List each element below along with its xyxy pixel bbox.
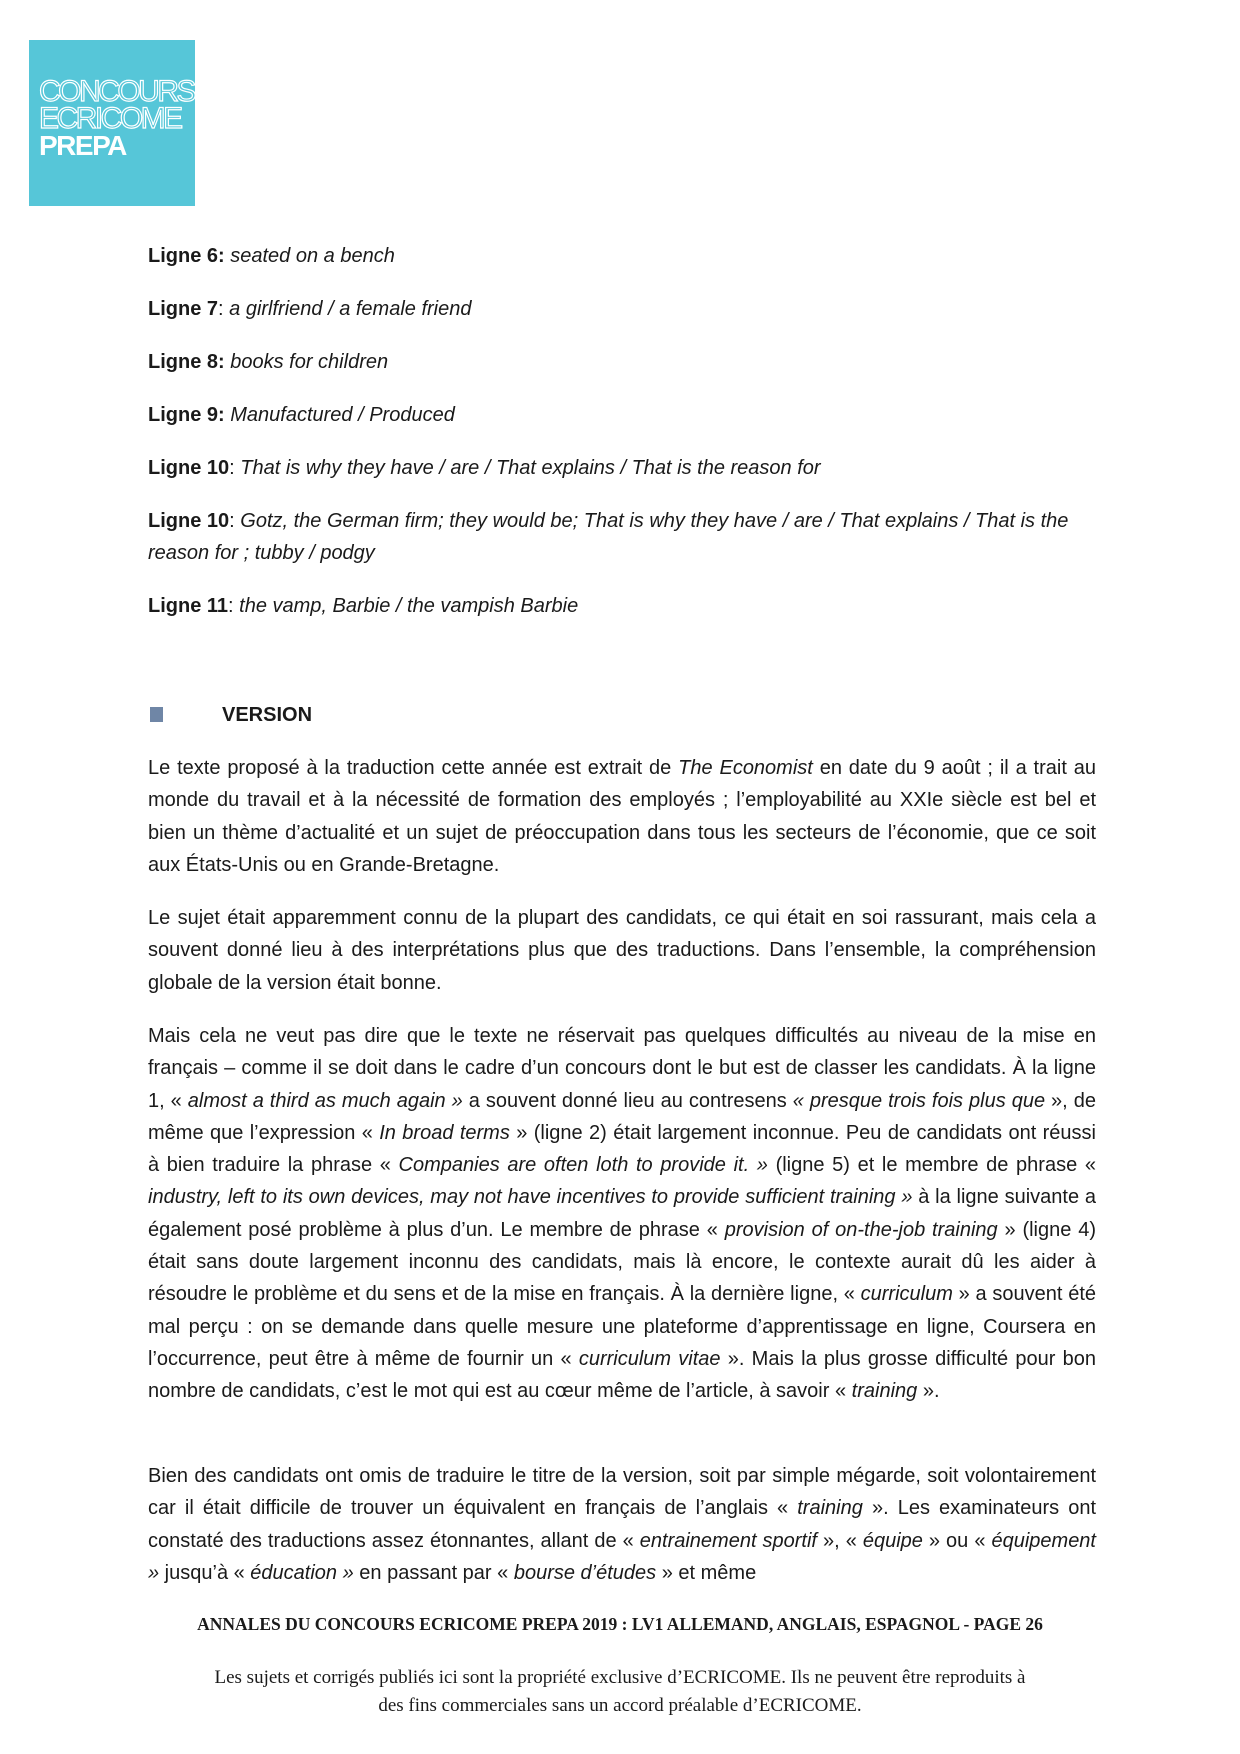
quote: équipement »: [148, 1529, 1096, 1584]
ligne-text: the vamp, Barbie / the vampish Barbie: [239, 595, 579, 617]
quote: entrainement sportif: [639, 1529, 817, 1552]
quote: éducation »: [250, 1561, 354, 1584]
ligne-7: [148, 293, 1096, 325]
ligne-text: Manufactured / Produced: [230, 404, 455, 426]
text-run: » ou «: [922, 1529, 992, 1552]
text-run: » et même: [656, 1561, 757, 1584]
source-title: The Economist: [678, 757, 813, 779]
footer-copyright-note: [0, 1664, 1240, 1720]
text-run: ». Mais la plus grosse difficulté pour bon nombre de candidats, c’est le mot qui est au cœur même de l’article, à savoir «: [148, 1347, 1096, 1403]
text-run: en date du 9 août ; il a trait au monde du travail et à la nécessité de formation des employés ; l’employabilité au XXIe siècle est bel et bien un thème d’actualité et un sujet de préoccupation dans tous les secteurs de l’économie, que ce soit aux États-Unis ou en Grande-Bretagne.: [148, 757, 1096, 876]
ligne-10-a: [148, 452, 1096, 484]
text-run: jusqu’à «: [159, 1561, 251, 1584]
section-title: VERSION: [222, 704, 313, 726]
ligne-separator: :: [218, 298, 230, 320]
ligne-label: Ligne 7: [148, 298, 219, 320]
quote: provision of on-the-job training: [724, 1218, 998, 1241]
quote: curriculum: [860, 1283, 953, 1306]
text-run: » (ligne 2) était largement inconnue. Peu de candidats ont réussi à bien traduire la phrase «: [148, 1121, 1096, 1177]
ligne-text: a girlfriend / a female friend: [229, 298, 472, 320]
ligne-separator: :: [228, 595, 240, 617]
footer-page-title: ANNALES DU CONCOURS ECRICOME PREPA 2019 : LV1 ALLEMAND, ANGLAIS, ESPAGNOL - PAGE 26: [197, 1614, 1043, 1634]
quote: « presque trois fois plus que: [792, 1089, 1046, 1112]
text-run: », «: [816, 1529, 863, 1552]
text-run: Mais cela ne veut pas dire que le texte ne réservait pas quelques difficultés au niveau de la mise en français – comme il se doit dans le cadre d’un concours dont le but est de classer les candidats. À la ligne 1, «: [148, 1025, 1096, 1112]
footer-note-line: des fins commerciales sans un accord préalable d’ECRICOME.: [378, 1695, 862, 1716]
ligne-label: Ligne 10: [148, 457, 230, 479]
ligne-separator: :: [229, 510, 241, 532]
ligne-label: Ligne 6:: [148, 245, 225, 267]
logo-line-concours: CONCOURS: [39, 75, 195, 108]
quote: training: [797, 1497, 863, 1520]
ligne-6: [148, 240, 1096, 272]
concours-ecricome-prepa-logo: [29, 40, 195, 206]
ligne-8: [148, 346, 1096, 378]
text-run: » (ligne 4) était sans doute largement inconnu des candidats, mais là encore, le contexte aurait dû les aider à résoudre le problème et du sens et de la mise en français. À la dernière ligne, «: [148, 1218, 1096, 1306]
ligne-9: [148, 399, 1096, 431]
ligne-11: [148, 590, 1096, 622]
ligne-text: seated on a bench: [230, 245, 395, 267]
ligne-label: Ligne 11: [148, 595, 229, 617]
quote: curriculum vitae: [578, 1347, 721, 1370]
text-run: Bien des candidats ont omis de traduire le titre de la version, soit par simple mégarde, soit volontairement car il était difficile de trouver un équivalent en français de l’anglais «: [148, 1465, 1096, 1520]
text-run: ». Les examinateurs ont constaté des traductions assez étonnantes, allant de «: [148, 1497, 1097, 1552]
quote: bourse d’études: [513, 1561, 657, 1584]
paragraph-difficulties: [148, 1020, 1096, 1408]
ligne-10-b: [148, 505, 1096, 569]
logo-line-prepa: PREPA: [39, 130, 126, 161]
square-bullet-icon: [150, 707, 163, 722]
text-run: Le texte proposé à la traduction cette année est extrait de: [148, 757, 679, 779]
footer-note-line: Les sujets et corrigés publiés ici sont la propriété exclusive d’ECRICOME. Ils ne peuvent être reproduits à: [214, 1667, 1026, 1688]
ligne-text: That is why they have / are / That explains / That is the reason for: [240, 457, 821, 479]
ligne-text: books for children: [230, 351, 389, 373]
text-run: ».: [917, 1380, 940, 1403]
paragraph-subject: Le sujet était apparemment connu de la plupart des candidats, ce qui était en soi rassurant, mais cela a souvent donné lieu à des interprétations plus que des traductions. Dans l’ensemble, la compréhension globale de la version était bonne.: [148, 907, 1096, 994]
text-run: » a souvent été mal perçu : on se demande dans quelle mesure une plateforme d’apprentissage en ligne, Coursera en l’occurrence, peut être à même de fournir un «: [148, 1283, 1097, 1370]
quote: training: [851, 1380, 918, 1403]
ligne-label: Ligne 8:: [148, 351, 225, 373]
ligne-label: Ligne 10: [148, 510, 230, 532]
paragraph-title-translation: [148, 1460, 1096, 1589]
quote: In broad terms: [379, 1121, 510, 1144]
quote: Companies are often loth to provide it. »: [398, 1154, 768, 1177]
text-run: », de même que l’expression «: [148, 1089, 1096, 1144]
paragraph-intro: [148, 752, 1096, 881]
quote: équipe: [862, 1529, 923, 1552]
quote: industry, left to its own devices, may not have incentives to provide sufficient training »: [148, 1186, 913, 1209]
ligne-separator: :: [229, 457, 241, 479]
quote: almost a third as much again »: [187, 1089, 463, 1112]
text-run: en passant par «: [353, 1561, 514, 1584]
text-run: à la ligne suivante a également posé problème à plus d’un. Le membre de phrase «: [148, 1186, 1097, 1241]
ligne-label: Ligne 9:: [148, 404, 225, 426]
logo-line-ecricome: ECRICOME: [39, 102, 181, 135]
text-run: a souvent donné lieu au contresens: [462, 1089, 793, 1112]
ligne-text: Gotz, the German firm; they would be; That is why they have / are / That explains / That is the reason for ; tubby / podgy: [148, 510, 1069, 564]
version-section-heading: [148, 700, 1096, 730]
text-run: (ligne 5) et le membre de phrase «: [767, 1154, 1096, 1177]
